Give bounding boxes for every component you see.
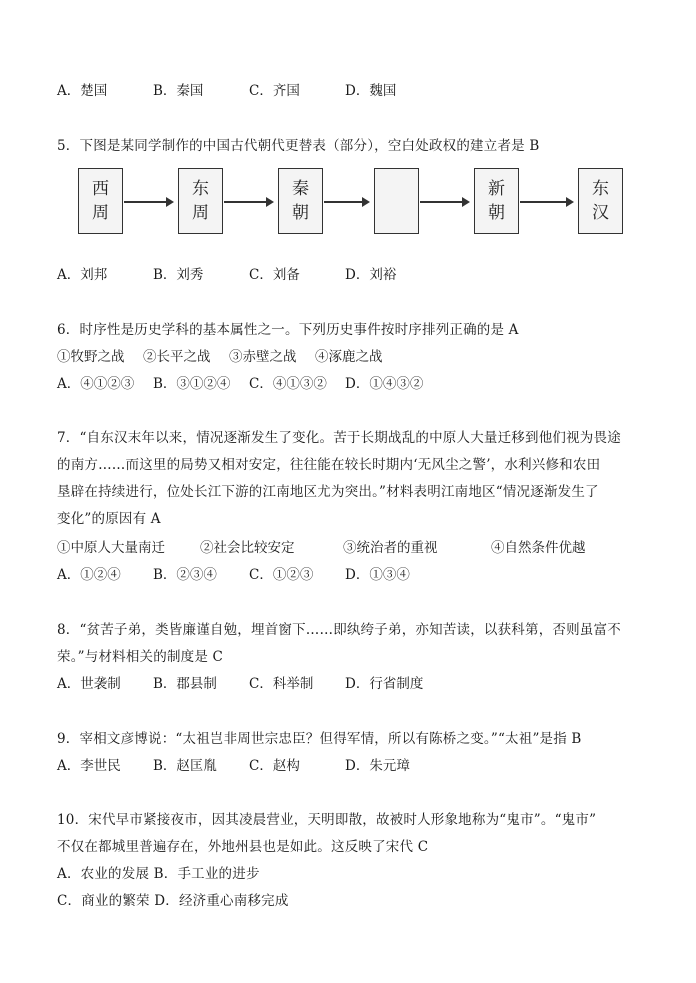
q5-stem: 5．下图是某同学制作的中国古代朝代更替表（部分），空白处政权的建立者是 B xyxy=(57,138,540,154)
arrow-icon xyxy=(124,201,172,203)
q4-option-d[interactable]: D．魏国 xyxy=(345,83,397,99)
q4-option-c[interactable]: C．齐国 xyxy=(249,83,300,99)
q7-stem-line-3: 垦辟在持续进行，位处长江下游的江南地区尤为突出。”材料表明江南地区“情况逐渐发生了 xyxy=(57,484,599,500)
dynasty-box-5-top: 新 xyxy=(488,179,505,199)
q9-option-c[interactable]: C．赵构 xyxy=(249,758,300,774)
dynasty-box-2-bottom: 周 xyxy=(192,203,209,223)
q8-stem-line-1: 8．“贫苦子弟，类皆廉谨自勉，埋首窗下……即纨绔子弟，亦知苦读，以获科第，否则虽富不 xyxy=(57,622,621,638)
dynasty-box-3-bottom: 朝 xyxy=(292,203,309,223)
q5-option-c[interactable]: C．刘备 xyxy=(249,267,300,283)
q6-options xyxy=(57,374,647,394)
q7-option-b[interactable]: B．②③④ xyxy=(153,567,217,583)
q7-option-a[interactable]: A．①②④ xyxy=(57,567,121,583)
q4-options xyxy=(57,81,647,101)
dynasty-box-3 xyxy=(278,168,323,234)
q9-option-b[interactable]: B．赵匡胤 xyxy=(153,758,217,774)
q6-option-b[interactable]: B．③①②④ xyxy=(153,376,231,392)
q8-option-b[interactable]: B．郡县制 xyxy=(153,676,217,692)
dynasty-box-5 xyxy=(474,168,519,234)
q9-options xyxy=(57,756,647,776)
q9-stem: 9．宰相文彦博说：“太祖岂非周世宗忠臣？但得军情，所以有陈桥之变。”“太祖”是指 B xyxy=(57,731,582,747)
q7-option-d[interactable]: D．①③④ xyxy=(345,567,410,583)
dynasty-box-2 xyxy=(178,168,223,234)
dynasty-box-1-top: 西 xyxy=(92,179,109,199)
q7-item-2: ②社会比较安定 xyxy=(200,540,295,556)
q6-stem: 6．时序性是历史学科的基本属性之一。下列历史事件按时序排列正确的是 A xyxy=(57,322,519,338)
q6-item-3: ③赤壁之战 xyxy=(229,349,297,365)
q6-item-2: ②长平之战 xyxy=(143,349,211,365)
dynasty-box-6-bottom: 汉 xyxy=(592,203,609,223)
arrow-icon xyxy=(520,201,572,203)
q5-option-a[interactable]: A．刘邦 xyxy=(57,267,108,283)
q7-stem-line-2: 的南方……而这里的局势又相对安定，往往能在较长时期内‘无风尘之警’，水利兴修和农田 xyxy=(57,457,601,473)
q7-stem-line-1: 7．“自东汉末年以来，情况逐渐发生了变化。苦于长期战乱的中原人大量迁移到他们视为畏途 xyxy=(57,430,621,446)
q8-option-a[interactable]: A．世袭制 xyxy=(57,676,121,692)
dynasty-box-1 xyxy=(78,168,123,234)
q9-option-d[interactable]: D．朱元璋 xyxy=(345,758,410,774)
q10-stem-line-1: 10．宋代早市紧接夜市，因其凌晨营业，天明即散，故被时人形象地称为“鬼市”。“鬼市” xyxy=(57,812,597,828)
q10-option-line-2[interactable]: C．商业的繁荣 D．经济重心南移完成 xyxy=(57,893,289,909)
q10-option-line-1[interactable]: A．农业的发展 B．手工业的进步 xyxy=(57,866,260,882)
q6-option-d[interactable]: D．①④③② xyxy=(345,376,424,392)
q7-item-3: ③统治者的重视 xyxy=(343,540,438,556)
q7-option-c[interactable]: C．①②③ xyxy=(249,567,314,583)
dynasty-box-5-bottom: 朝 xyxy=(488,203,505,223)
q6-item-4: ④涿鹿之战 xyxy=(315,349,383,365)
q5-option-b[interactable]: B．刘秀 xyxy=(153,267,204,283)
dynasty-box-1-bottom: 周 xyxy=(92,203,109,223)
q5-option-d[interactable]: D．刘裕 xyxy=(345,267,397,283)
q6-option-c[interactable]: C．④①③② xyxy=(249,376,327,392)
arrow-icon xyxy=(324,201,368,203)
q6-item-1: ①牧野之战 xyxy=(57,349,125,365)
q7-items xyxy=(57,538,647,558)
dynasty-box-blank xyxy=(374,168,419,234)
q7-stem-line-4: 变化”的原因有 A xyxy=(57,511,161,527)
q7-item-1: ①中原人大量南迁 xyxy=(57,540,165,556)
dynasty-diagram xyxy=(74,168,634,238)
q8-options xyxy=(57,674,647,694)
dynasty-box-2-top: 东 xyxy=(192,179,209,199)
q4-option-b[interactable]: B．秦国 xyxy=(153,83,204,99)
arrow-icon xyxy=(224,201,272,203)
q6-items xyxy=(57,347,647,367)
dynasty-box-6-top: 东 xyxy=(592,179,609,199)
arrow-icon xyxy=(420,201,468,203)
q8-option-d[interactable]: D．行省制度 xyxy=(345,676,424,692)
q8-stem-line-2: 荣。”与材料相关的制度是 C xyxy=(57,649,224,665)
q7-item-4: ④自然条件优越 xyxy=(491,540,586,556)
q10-stem-line-2: 不仅在都城里普遍存在，外地州县也是如此。这反映了宋代 C xyxy=(57,839,429,855)
dynasty-box-6 xyxy=(578,168,623,234)
dynasty-box-3-top: 秦 xyxy=(292,179,309,199)
q6-option-a[interactable]: A．④①②③ xyxy=(57,376,135,392)
q4-option-a[interactable]: A．楚国 xyxy=(57,83,108,99)
q7-options xyxy=(57,565,647,585)
q5-options xyxy=(57,265,647,285)
q9-option-a[interactable]: A．李世民 xyxy=(57,758,121,774)
q8-option-c[interactable]: C．科举制 xyxy=(249,676,314,692)
